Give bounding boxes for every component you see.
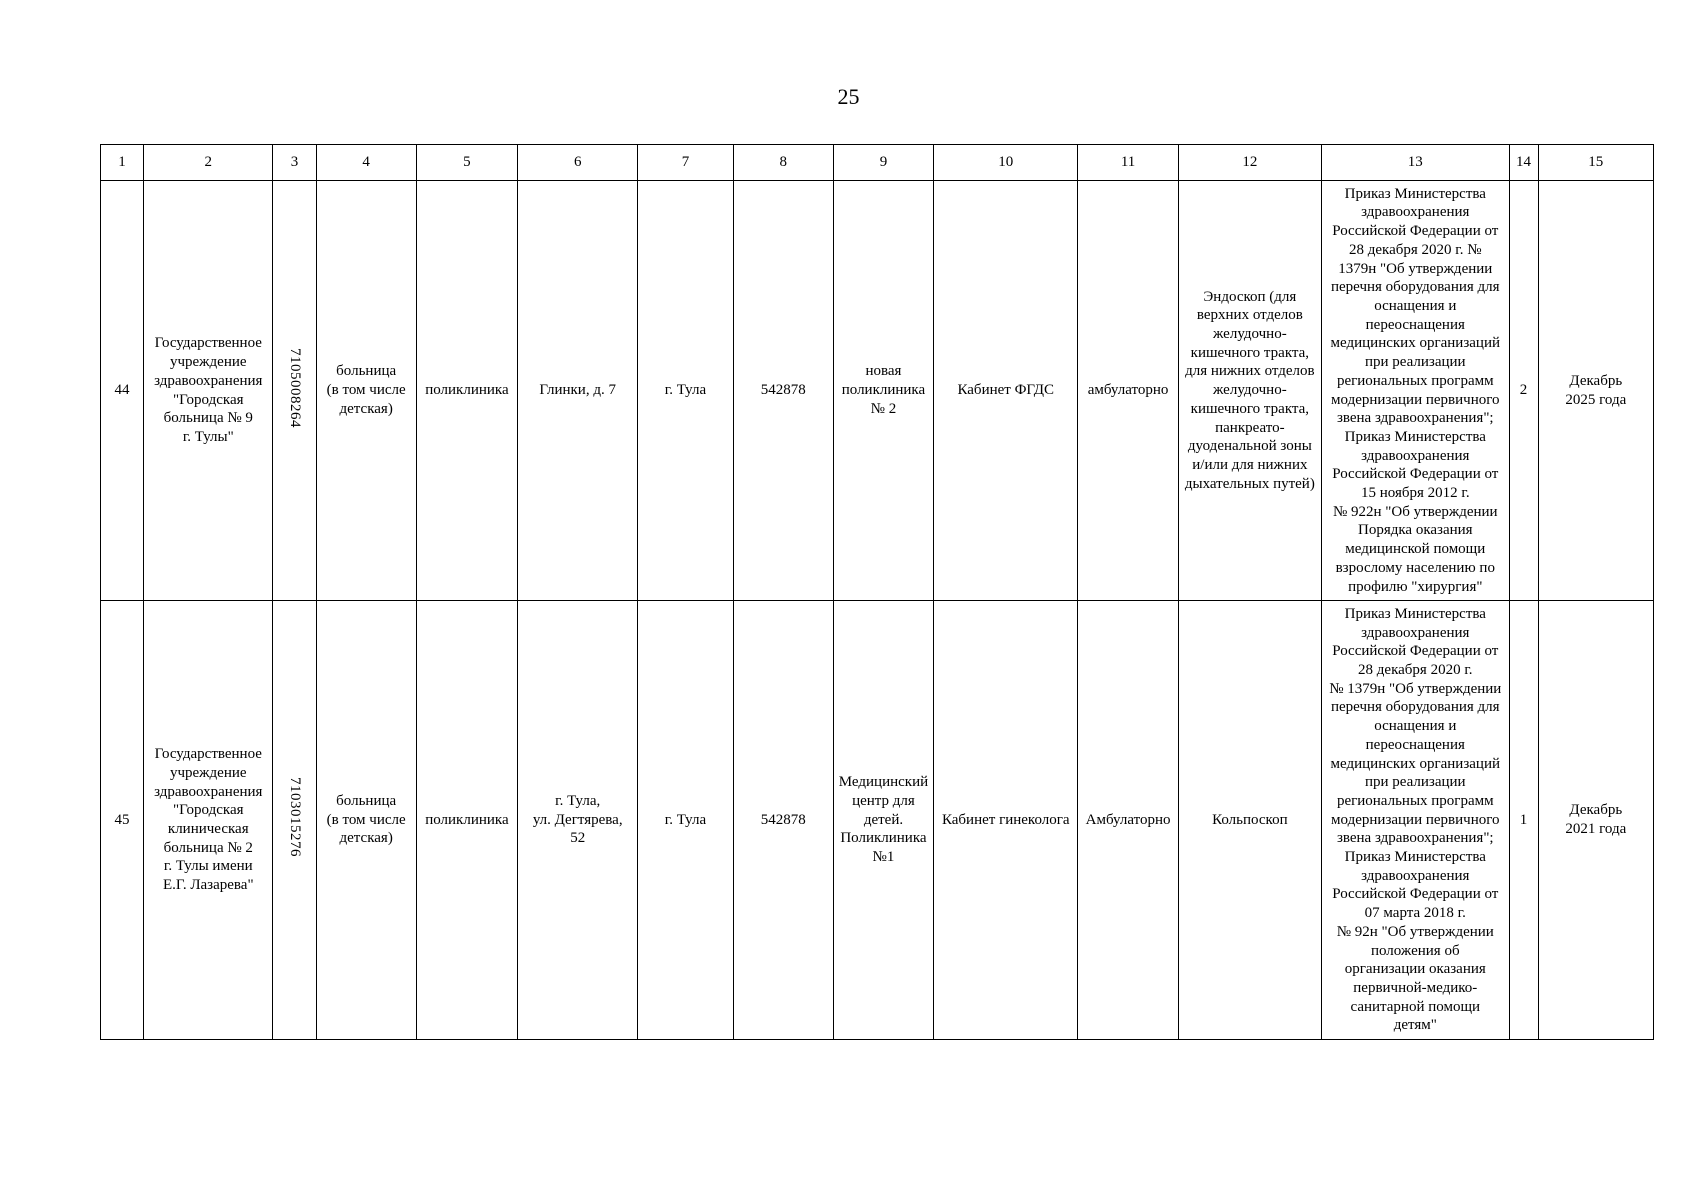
inn-value: 7105008264 [286, 347, 303, 428]
table-header-row [101, 145, 1654, 181]
column-header: 11 [1078, 145, 1178, 181]
column-header: 1 [101, 145, 144, 181]
column-header: 5 [416, 145, 517, 181]
column-header: 15 [1538, 145, 1653, 181]
address-cell: г. Тула, ул. Дегтярева, 52 [518, 601, 638, 1040]
equipment-cell: Эндоскоп (для верхних отделов желудочно- кишечного тракта, для нижних отделов желудочно- кишечного тракта, панкреато- дуоденальной зоны и/или для нижних дыхательных путей) [1178, 181, 1321, 601]
quantity-cell: 2 [1509, 181, 1538, 601]
department-cell: Кабинет гинеколога [934, 601, 1078, 1040]
column-header: 7 [638, 145, 733, 181]
legal-basis-cell: Приказ Министерства здравоохранения Российской Федерации от 28 декабря 2020 г. № 1379н "Об утверждении перечня оборудования для оснащения и переоснащения медицинских организаций при реализации региональных программ модернизации первичного звена здравоохранения"; Приказ Министерства здравоохранения Российской Федерации от 15 ноября 2012 г. № 922н "Об утверждении Порядка оказания медицинской помощи взрослому населению по профилю "хирургия" [1322, 181, 1509, 601]
column-header: 2 [144, 145, 273, 181]
care-conditions-cell: Амбулаторно [1078, 601, 1178, 1040]
column-header: 3 [273, 145, 316, 181]
unit-name-cell: Медицинский центр для детей. Поликлиника №1 [833, 601, 933, 1040]
column-header: 13 [1322, 145, 1509, 181]
organization-type-cell: больница (в том числе детская) [316, 601, 416, 1040]
unit-name-cell: новая поликлиника № 2 [833, 181, 933, 601]
unit-type-cell: поликлиника [416, 601, 517, 1040]
quantity-cell: 1 [1509, 601, 1538, 1040]
deadline-cell: Декабрь 2021 года [1538, 601, 1653, 1040]
deadline-cell: Декабрь 2025 года [1538, 181, 1653, 601]
unit-type-cell: поликлиника [416, 181, 517, 601]
table-row [101, 181, 1654, 601]
column-header: 6 [518, 145, 638, 181]
inn-cell [273, 181, 316, 601]
inn-value: 7103015276 [286, 777, 303, 858]
population-cell: 542878 [733, 601, 833, 1040]
address-cell: Глинки, д. 7 [518, 181, 638, 601]
equipment-table [100, 144, 1654, 1040]
legal-basis-cell: Приказ Министерства здравоохранения Российской Федерации от 28 декабря 2020 г. № 1379н "Об утверждении перечня оборудования для оснащения и переоснащения медицинских организаций при реализации региональных программ модернизации первичного звена здравоохранения"; Приказ Министерства здравоохранения Российской Федерации от 07 марта 2018 г. № 92н "Об утверждении положения об организации оказания первичной-медико- санитарной помощи детям" [1322, 601, 1509, 1040]
equipment-cell: Кольпоскоп [1178, 601, 1321, 1040]
row-number-cell: 45 [101, 601, 144, 1040]
city-cell: г. Тула [638, 181, 733, 601]
row-number-cell: 44 [101, 181, 144, 601]
department-cell: Кабинет ФГДС [934, 181, 1078, 601]
organization-name-cell: Государственное учреждение здравоохранения "Городская больница № 9 г. Тулы" [144, 181, 273, 601]
organization-name-cell: Государственное учреждение здравоохранения "Городская клиническая больница № 2 г. Тулы имени Е.Г. Лазарева" [144, 601, 273, 1040]
city-cell: г. Тула [638, 601, 733, 1040]
organization-type-cell: больница (в том числе детская) [316, 181, 416, 601]
column-header: 8 [733, 145, 833, 181]
column-header: 14 [1509, 145, 1538, 181]
inn-cell [273, 601, 316, 1040]
column-header: 9 [833, 145, 933, 181]
column-header: 10 [934, 145, 1078, 181]
care-conditions-cell: амбулаторно [1078, 181, 1178, 601]
population-cell: 542878 [733, 181, 833, 601]
column-header: 4 [316, 145, 416, 181]
table-row [101, 601, 1654, 1040]
page-number: 25 [837, 84, 860, 109]
column-header: 12 [1178, 145, 1321, 181]
